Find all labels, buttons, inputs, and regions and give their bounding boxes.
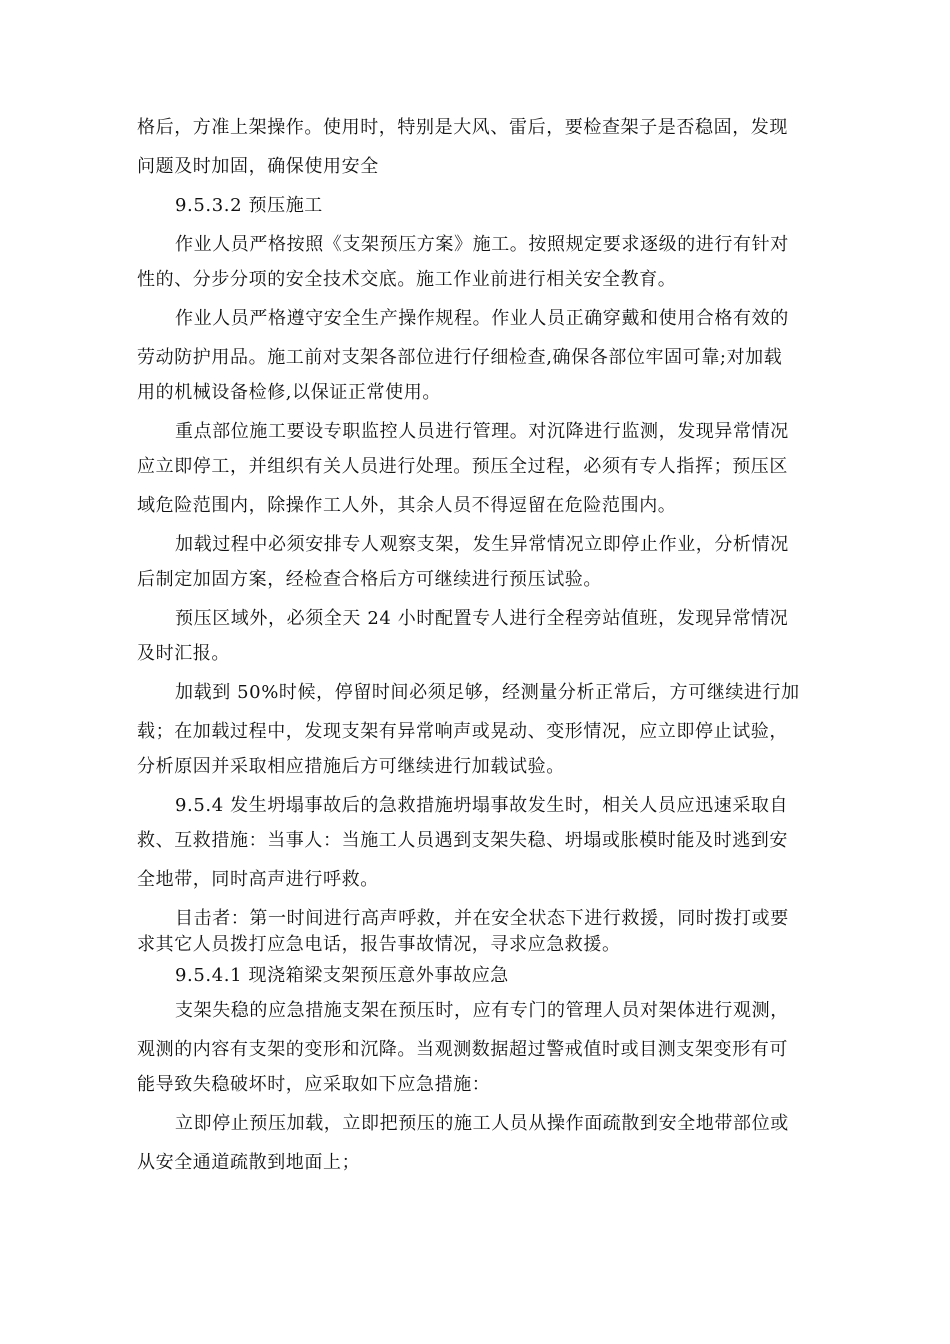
- section-heading: 9.5.3.2 预压施工: [175, 195, 323, 216]
- text-line: 载；在加载过程中，发现支架有异常响声或晃动、变形情况，应立即停止试验，: [137, 721, 788, 742]
- text-line: 全地带，同时高声进行呼救。: [137, 869, 379, 890]
- text-line: 性的、分步分项的安全技术交底。施工作业前进行相关安全教育。: [137, 269, 677, 290]
- text-line: 能导致失稳破坏时，应采取如下应急措施：: [137, 1074, 491, 1095]
- text-line: 救、互救措施：当事人：当施工人员遇到支架失稳、坍塌或胀模时能及时逃到安: [137, 830, 788, 851]
- text-line: 格后，方准上架操作。使用时，特别是大风、雷后，要检查架子是否稳固，发现: [137, 117, 788, 138]
- text-line: 加载过程中必须安排专人观察支架，发生异常情况立即停止作业，分析情况: [175, 534, 789, 555]
- text-line: 加载到 50%时候，停留时间必须足够，经测量分析正常后，方可继续进行加: [175, 682, 800, 703]
- text-line: 目击者：第一时间进行高声呼救，并在安全状态下进行救援，同时拨打或要: [175, 908, 789, 929]
- text-line: 重点部位施工要设专职监控人员进行管理。对沉降进行监测，发现异常情况: [175, 421, 789, 442]
- text-line: 支架失稳的应急措施支架在预压时，应有专门的管理人员对架体进行观测，: [175, 1000, 789, 1021]
- section-heading: 9.5.4.1 现浇箱梁支架预压意外事故应急: [175, 965, 509, 986]
- text-line: 作业人员严格按照《支架预压方案》施工。按照规定要求逐级的进行有针对: [175, 234, 789, 255]
- text-line: 域危险范围内，除操作工人外，其余人员不得逗留在危险范围内。: [137, 495, 677, 516]
- text-line: 预压区域外，必须全天 24 小时配置专人进行全程旁站值班，发现异常情况: [175, 608, 789, 629]
- text-line: 用的机械设备检修,以保证正常使用。: [137, 382, 441, 403]
- text-line: 应立即停工，并组织有关人员进行处理。预压全过程，必须有专人指挥；预压区: [137, 456, 788, 477]
- text-line: 从安全通道疏散到地面上；: [137, 1152, 361, 1173]
- text-line: 后制定加固方案，经检查合格后方可继续进行预压试验。: [137, 569, 602, 590]
- section-heading: 9.5.4 发生坍塌事故后的急救措施坍塌事故发生时，相关人员应迅速采取自: [175, 795, 789, 816]
- text-line: 分析原因并采取相应措施后方可继续进行加载试验。: [137, 756, 565, 777]
- text-line: 及时汇报。: [137, 643, 230, 664]
- text-line: 立即停止预压加载，立即把预压的施工人员从操作面疏散到安全地带部位或: [175, 1113, 789, 1134]
- text-line: 问题及时加固，确保使用安全: [137, 156, 379, 177]
- text-line: 求其它人员拨打应急电话，报告事故情况，寻求应急救援。: [137, 934, 621, 955]
- text-line: 劳动防护用品。施工前对支架各部位进行仔细检查,确保各部位牢固可靠;对加载: [137, 347, 783, 368]
- text-line: 作业人员严格遵守安全生产操作规程。作业人员正确穿戴和使用合格有效的: [175, 308, 789, 329]
- text-line: 观测的内容有支架的变形和沉降。当观测数据超过警戒值时或目测支架变形有可: [137, 1039, 788, 1060]
